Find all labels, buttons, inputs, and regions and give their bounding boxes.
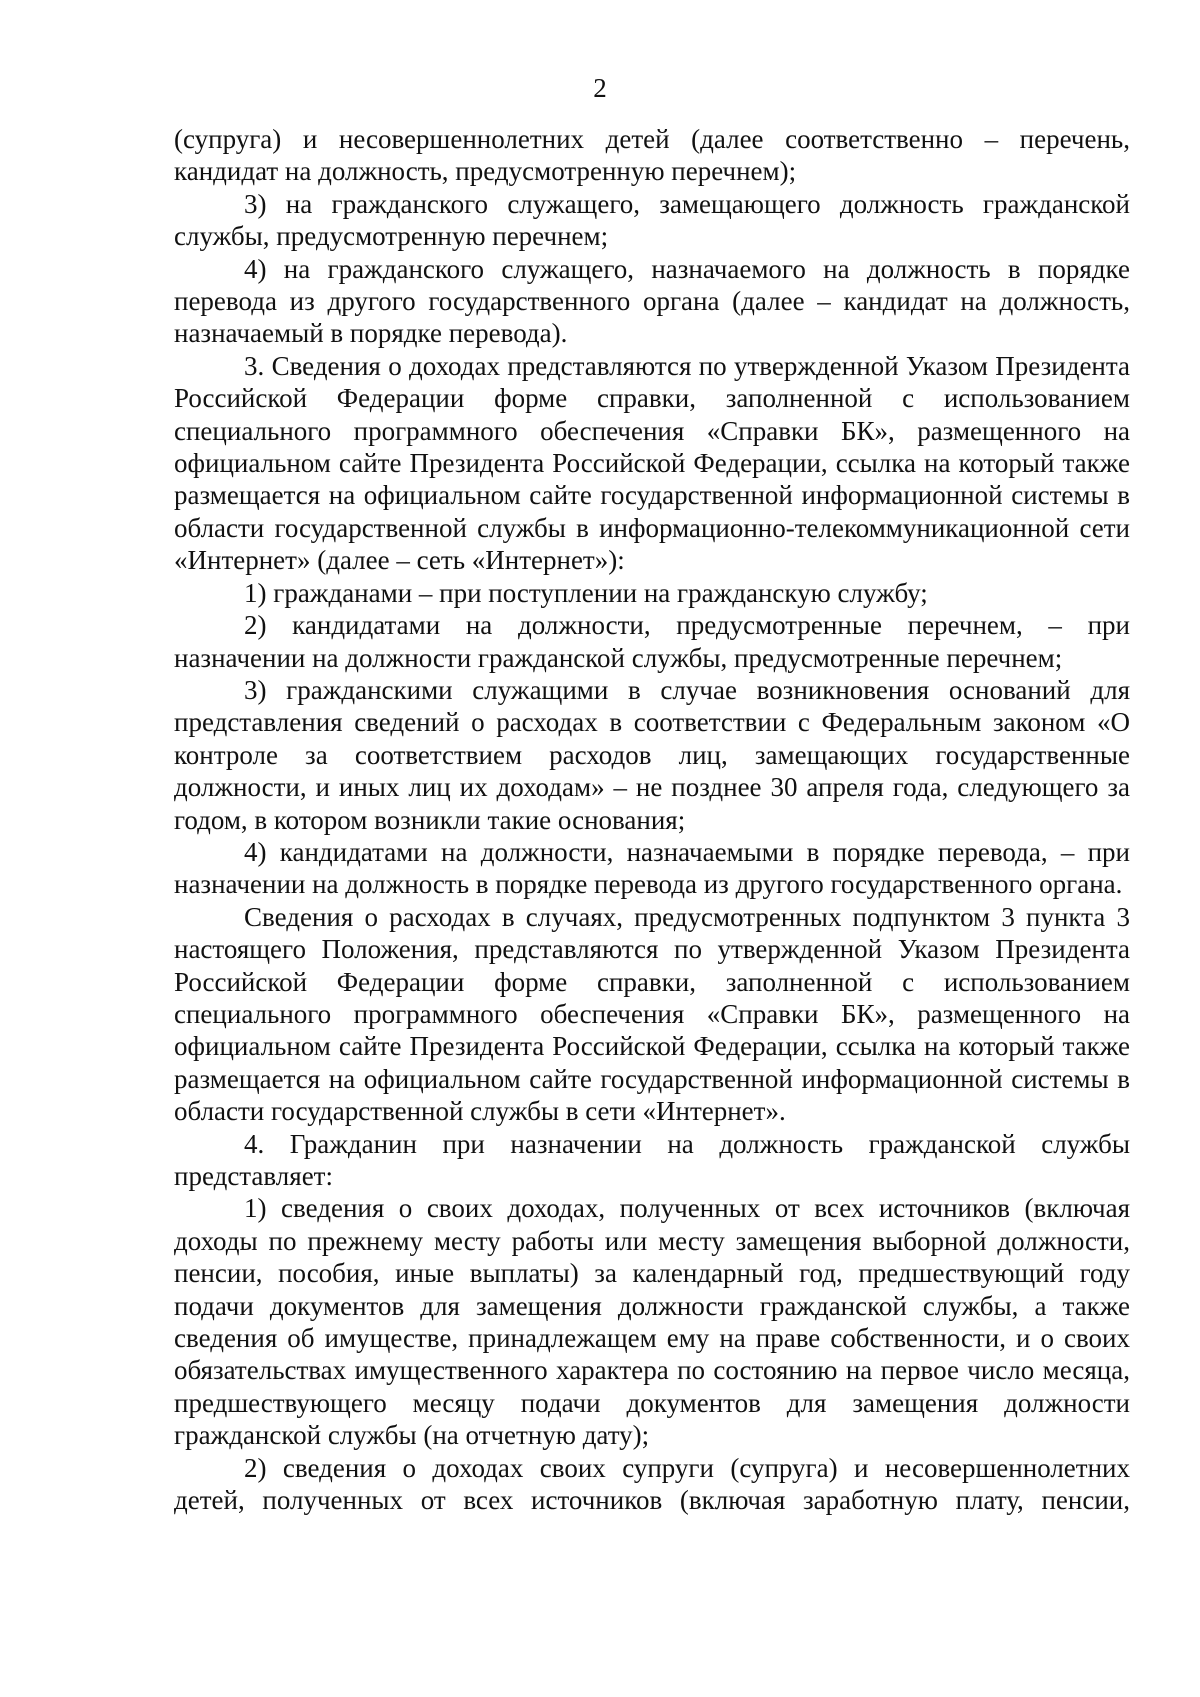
paragraph: 2) кандидатами на должности, предусмотренные перечнем, – при назначении на должности гражданской службы, предусмотренные перечнем; <box>174 610 1130 673</box>
paragraph: 3. Сведения о доходах представляются по утвержденной Указом Президента Российской Федерации форме справки, заполненной с использованием специального программного обеспечения «Справки БК», размещенного на официальном сайте Президента Российской Федерации, ссылка на который также размещается на официальном сайте государственной информационной системы в области государственной службы в информационно-телекоммуникационной сети «Интернет» (далее – сеть «Интернет»): <box>174 350 1130 576</box>
document-body <box>174 123 1130 1516</box>
paragraph: Сведения о расходах в случаях, предусмотренных подпунктом 3 пункта 3 настоящего Положения, представляются по утвержденной Указом Президента Российской Федерации форме справки, заполненной с использованием специального программного обеспечения «Справки БК», размещенного на официальном сайте Президента Российской Федерации, ссылка на который также размещается на официальном сайте государственной информационной системы в области государственной службы в сети «Интернет». <box>174 901 1130 1127</box>
paragraph: 3) гражданскими служащими в случае возникновения оснований для представления сведений о расходах в соответствии с Федеральным законом «О контроле за соответствием расходов лиц, замещающих государственные должности, и иных лиц их доходам» – не позднее 30 апреля года, следующего за годом, в котором возникли такие основания; <box>174 674 1130 835</box>
paragraph: 4) на гражданского служащего, назначаемого на должность в порядке перевода из другого государственного органа (далее – кандидат на должность, назначаемый в порядке перевода). <box>174 253 1130 349</box>
paragraph: 2) сведения о доходах своих супруги (супруга) и несовершеннолетних детей, полученных от всех источников (включая заработную плату, пенсии, <box>174 1452 1130 1516</box>
paragraph: (супруга) и несовершеннолетних детей (далее соответственно – перечень, кандидат на должность, предусмотренную перечнем); <box>174 124 1130 187</box>
paragraph: 1) сведения о своих доходах, полученных от всех источников (включая доходы по прежнему месту работы или месту замещения выборной должности, пенсии, пособия, иные выплаты) за календарный год, предшествующий году подачи документов для замещения должности гражданской службы, а также сведения об имуществе, принадлежащем ему на праве собственности, и о своих обязательствах имущественного характера по состоянию на первое число месяца, предшествующего месяцу подачи документов для замещения должности гражданской службы (на отчетную дату); <box>174 1193 1130 1451</box>
page-number: 2 <box>593 73 607 103</box>
paragraph: 3) на гражданского служащего, замещающего должность гражданской службы, предусмотренную перечнем; <box>174 188 1130 252</box>
paragraph: 1) гражданами – при поступлении на гражданскую службу; <box>244 577 928 608</box>
paragraph: 4. Гражданин при назначении на должность гражданской службы представляет: <box>174 1128 1130 1191</box>
paragraph: 4) кандидатами на должности, назначаемыми в порядке перевода, – при назначении на должность в порядке перевода из другого государственного органа. <box>174 836 1130 900</box>
